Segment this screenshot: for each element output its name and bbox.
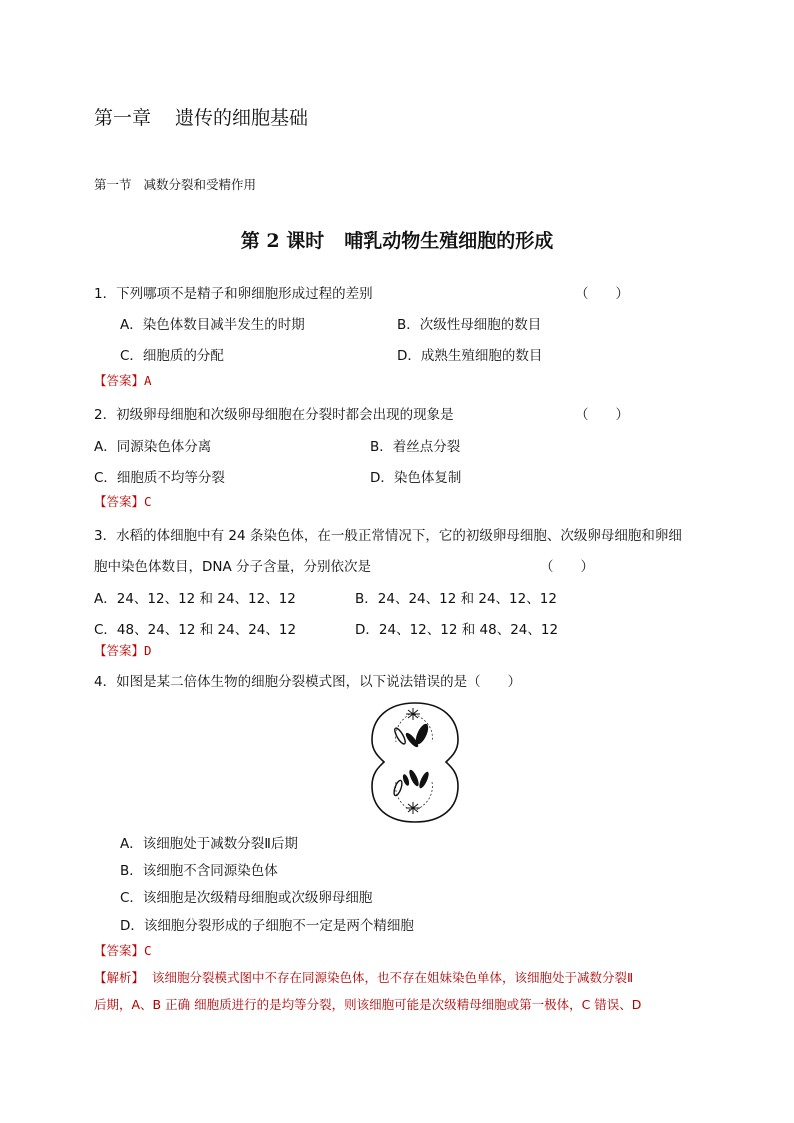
answer-label: 【答案】 xyxy=(94,643,145,658)
answer-value: D xyxy=(144,643,152,658)
answer-value: A xyxy=(144,373,152,388)
question-1-option-a: A．染色体数目减半发生的时期 xyxy=(120,317,305,333)
lesson-number: 第 2 课时 xyxy=(240,230,325,252)
analysis-label: 【解析】 xyxy=(94,970,145,985)
question-1-option-c: C．细胞质的分配 xyxy=(120,348,224,364)
question-4-analysis-line1 xyxy=(94,968,633,986)
question-1-option-b: B．次级性母细胞的数目 xyxy=(397,317,542,333)
question-3-option-b: B．24、24、12 和 24、12、12 xyxy=(355,591,557,607)
question-3-stem-line2: 胞中染色体数目，DNA 分子含量，分别依次是 xyxy=(94,559,372,575)
question-4-option-a: A．该细胞处于减数分裂Ⅱ后期 xyxy=(120,836,298,852)
question-4-analysis-line2: 后期，A、B 正确 细胞质进行的是均等分裂，则该细胞可能是次级精母细胞或第一极体，C 错误、D xyxy=(94,997,642,1012)
answer-value: C xyxy=(144,494,152,509)
question-2-option-a: A．同源染色体分离 xyxy=(94,439,212,455)
question-4-option-c: C．该细胞是次级精母细胞或次级卵母细胞 xyxy=(120,890,373,906)
lesson-title: 哺乳动物生殖细胞的形成 xyxy=(344,230,554,252)
question-1-blank: （ ） xyxy=(575,286,629,302)
question-2-option-d: D．染色体复制 xyxy=(370,470,462,486)
answer-label: 【答案】 xyxy=(94,943,145,958)
lesson-heading xyxy=(0,226,794,253)
question-4-option-d: D．该细胞分裂形成的子细胞不一定是两个精细胞 xyxy=(120,918,414,934)
section-heading xyxy=(94,175,256,193)
answer-label: 【答案】 xyxy=(94,494,145,509)
question-3-option-c: C．48、24、12 和 24、24、12 xyxy=(94,622,297,638)
question-1-stem: 1．下列哪项不是精子和卵细胞形成过程的差别 xyxy=(94,286,373,302)
question-4-stem: 4．如图是某二倍体生物的细胞分裂模式图，以下说法错误的是（ ） xyxy=(94,674,522,690)
answer-label: 【答案】 xyxy=(94,373,145,388)
question-3-stem-line1: 3．水稻的体细胞中有 24 条染色体，在一般正常情况下，它的初级卵母细胞、次级卵母细胞和卵细 xyxy=(94,528,682,544)
cell-division-diagram xyxy=(370,700,460,825)
section-title: 减数分裂和受精作用 xyxy=(143,177,257,192)
question-2-option-b: B．着丝点分裂 xyxy=(370,439,461,455)
question-2-answer xyxy=(94,492,152,510)
question-1-answer xyxy=(94,371,152,389)
section-number: 第一节 xyxy=(94,177,132,192)
question-1-option-d: D．成熟生殖细胞的数目 xyxy=(397,348,543,364)
question-3-option-d: D．24、12、12 和 48、24、12 xyxy=(355,622,559,638)
question-3-option-a: A．24、12、12 和 24、12、12 xyxy=(94,591,296,607)
chapter-number: 第一章 xyxy=(94,107,152,129)
chapter-heading xyxy=(94,103,308,130)
question-2-stem: 2．初级卵母细胞和次级卵母细胞在分裂时都会出现的现象是 xyxy=(94,407,454,423)
chapter-title: 遗传的细胞基础 xyxy=(175,107,309,129)
question-2-option-c: C．细胞质不均等分裂 xyxy=(94,470,225,486)
analysis-text-1: 该细胞分裂模式图中不存在同源染色体，也不存在姐妹染色单体，该细胞处于减数分裂Ⅱ xyxy=(152,970,634,985)
question-4-option-b: B．该细胞不含同源染色体 xyxy=(120,863,278,879)
question-3-answer xyxy=(94,641,152,659)
question-4-answer xyxy=(94,941,152,959)
question-3-blank: （ ） xyxy=(540,559,594,575)
answer-value: C xyxy=(144,943,152,958)
question-2-blank: （ ） xyxy=(575,407,629,423)
